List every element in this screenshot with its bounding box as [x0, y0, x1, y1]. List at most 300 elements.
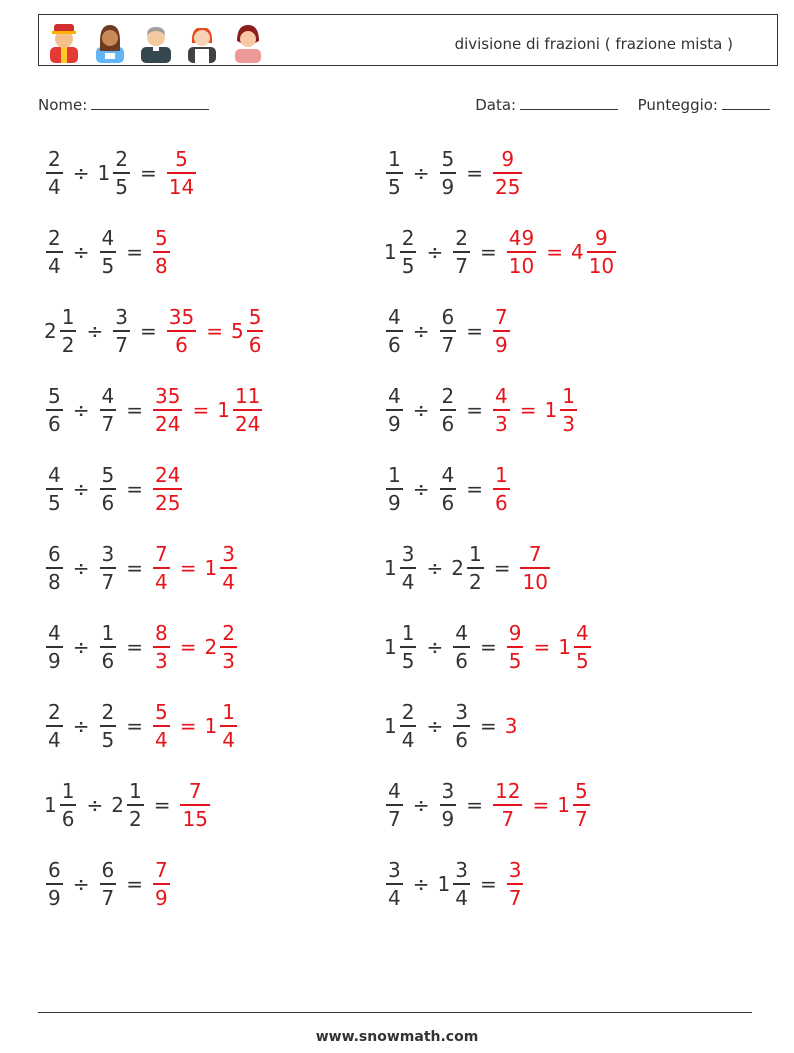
- equals-sign: =: [139, 161, 157, 185]
- answer-fraction: [153, 465, 182, 513]
- divisor-denominator: 6: [441, 411, 455, 436]
- nurse-avatar-icon: [91, 19, 129, 63]
- answer-whole: 4: [570, 240, 584, 264]
- answer: [151, 386, 264, 434]
- answer-denominator: 6: [175, 332, 188, 357]
- divisor-denominator: 9: [441, 174, 455, 199]
- divide-sign: ÷: [72, 240, 90, 264]
- dividend-denominator: 4: [48, 253, 61, 278]
- dividend-whole: 1: [384, 556, 397, 580]
- equals-sign: =: [153, 793, 171, 817]
- equals-sign: =: [466, 793, 483, 817]
- dividend-numerator: 2: [401, 226, 415, 251]
- answer-equals-sign: =: [533, 635, 551, 659]
- answer-denominator: 24: [155, 411, 181, 436]
- problem-item: [44, 454, 184, 524]
- problem-item: [44, 533, 239, 603]
- divisor-whole: 2: [451, 556, 464, 580]
- dividend-numerator: 2: [401, 700, 415, 725]
- dividend-denominator: 6: [61, 806, 75, 831]
- answer-fraction: [153, 544, 170, 592]
- answer-denominator: 10: [588, 253, 615, 278]
- answer: [151, 702, 239, 750]
- answer-numerator: 4: [575, 621, 589, 646]
- answer-denominator: 8: [155, 253, 168, 278]
- answer-denominator: 7: [508, 885, 522, 910]
- footer-divider: [38, 1012, 752, 1013]
- divisor-denominator: 2: [468, 569, 482, 594]
- answer-whole: 1: [544, 398, 558, 422]
- dividend-denominator: 9: [48, 885, 61, 910]
- answer-fraction: [493, 307, 510, 355]
- answer-fraction: [220, 702, 237, 750]
- answer-numerator: 3: [508, 858, 522, 883]
- divisor-fraction: [453, 228, 470, 276]
- divisor-numerator: 4: [441, 463, 455, 488]
- dividend-fraction: [46, 228, 63, 276]
- equals-sign: =: [479, 635, 497, 659]
- dividend-denominator: 4: [48, 174, 61, 199]
- divide-sign: ÷: [72, 477, 90, 501]
- name-blank: [91, 95, 209, 110]
- problem-item: [384, 138, 524, 208]
- divide-sign: ÷: [412, 319, 430, 343]
- divisor-numerator: 2: [101, 700, 115, 725]
- answer: [505, 623, 593, 671]
- dividend-numerator: 2: [48, 226, 61, 251]
- answer-equals-sign: =: [206, 319, 223, 343]
- name-field: [38, 95, 209, 114]
- divisor-numerator: 3: [455, 700, 468, 725]
- divisor-denominator: 6: [101, 648, 115, 673]
- equals-sign: =: [126, 714, 143, 738]
- divisor-whole: 1: [97, 161, 111, 185]
- divisor-denominator: 9: [441, 806, 455, 831]
- divide-sign: ÷: [426, 240, 444, 264]
- footer-url: www.snowmath.com: [315, 1029, 479, 1045]
- equals-sign: =: [479, 714, 497, 738]
- answer: [491, 307, 512, 355]
- answer-numerator: 1: [562, 384, 575, 409]
- problem-item: [44, 691, 239, 761]
- divide-sign: ÷: [412, 161, 430, 185]
- answer-fraction: [220, 623, 237, 671]
- answer-fraction: [153, 386, 182, 434]
- answer-equals-sign: =: [192, 398, 210, 422]
- divide-sign: ÷: [72, 872, 90, 896]
- problem-item: [384, 454, 512, 524]
- answer-denominator: 6: [495, 490, 508, 515]
- equals-sign: =: [479, 240, 497, 264]
- divisor-denominator: 6: [101, 490, 115, 515]
- dividend-denominator: 5: [48, 490, 61, 515]
- dividend-numerator: 1: [61, 305, 75, 330]
- problem-item: [384, 770, 592, 840]
- answer-fraction: [493, 781, 522, 829]
- answer-numerator: 3: [222, 542, 235, 567]
- answer: [518, 544, 551, 592]
- divisor-numerator: 1: [101, 621, 115, 646]
- dividend-fraction: [46, 544, 63, 592]
- answer-equals-sign: =: [179, 635, 197, 659]
- divide-sign: ÷: [72, 635, 90, 659]
- divisor-numerator: 6: [441, 305, 455, 330]
- answer: [165, 307, 266, 355]
- equals-sign: =: [126, 477, 143, 501]
- dividend-fraction: [386, 465, 403, 513]
- divide-sign: ÷: [72, 398, 90, 422]
- equals-sign: =: [126, 240, 143, 264]
- divide-sign: ÷: [412, 398, 430, 422]
- answer-numerator: 5: [175, 147, 188, 172]
- equals-sign: =: [126, 556, 143, 580]
- divisor-fraction: [453, 623, 470, 671]
- score-label: Punteggio:: [637, 96, 718, 114]
- divisor-fraction: [440, 307, 457, 355]
- answer-fraction: [220, 544, 237, 592]
- answer-numerator: 35: [155, 384, 181, 409]
- dividend-fraction: [400, 623, 417, 671]
- answer-equals-sign: =: [532, 793, 550, 817]
- divide-sign: ÷: [72, 556, 90, 580]
- dividend-numerator: 4: [388, 779, 401, 804]
- dividend-numerator: 1: [388, 463, 401, 488]
- divisor-fraction: [467, 544, 484, 592]
- dividend-denominator: 5: [401, 648, 415, 673]
- divisor-fraction: [100, 386, 117, 434]
- dividend-fraction: [46, 623, 63, 671]
- answer: [151, 544, 239, 592]
- divisor-numerator: 4: [101, 226, 115, 251]
- divisor-fraction: [440, 386, 457, 434]
- dividend-numerator: 1: [61, 779, 75, 804]
- answer: [491, 781, 592, 829]
- problem-item: [384, 217, 618, 287]
- answer-whole: 1: [557, 793, 570, 817]
- dividend-numerator: 1: [401, 621, 415, 646]
- dividend-whole: 2: [44, 319, 57, 343]
- answer-denominator: 5: [508, 648, 522, 673]
- answer-whole: 3: [504, 714, 518, 738]
- problem-item: [44, 138, 198, 208]
- dividend-whole: 1: [44, 793, 57, 817]
- answer: [491, 386, 579, 434]
- equals-sign: =: [493, 556, 511, 580]
- answer-equals-sign: =: [519, 398, 537, 422]
- answer-denominator: 4: [155, 569, 168, 594]
- answer-denominator: 4: [155, 727, 168, 752]
- dividend-fraction: [400, 544, 417, 592]
- dividend-numerator: 6: [48, 542, 61, 567]
- answer: [505, 714, 519, 738]
- answer-fraction: [180, 781, 209, 829]
- dividend-fraction: [400, 702, 417, 750]
- divisor-denominator: 7: [101, 411, 115, 436]
- answer-fraction: [153, 623, 170, 671]
- divisor-whole: 2: [111, 793, 124, 817]
- divisor-fraction: [100, 465, 117, 513]
- divisor-numerator: 5: [441, 147, 455, 172]
- answer-numerator: 9: [501, 147, 515, 172]
- dividend-fraction: [46, 702, 63, 750]
- answer-numerator: 7: [155, 542, 168, 567]
- answer: [151, 465, 184, 513]
- answer: [165, 149, 198, 197]
- dividend-fraction: [46, 465, 63, 513]
- equals-sign: =: [126, 398, 143, 422]
- answer-fraction: [587, 228, 616, 276]
- dividend-fraction: [60, 307, 77, 355]
- divisor-denominator: 7: [101, 569, 115, 594]
- problem-item: [44, 375, 264, 445]
- divide-sign: ÷: [426, 714, 444, 738]
- dividend-fraction: [386, 860, 403, 908]
- answer-numerator: 49: [508, 226, 535, 251]
- answer-fraction: [507, 228, 536, 276]
- dividend-fraction: [386, 781, 403, 829]
- divisor-numerator: 2: [441, 384, 455, 409]
- divisor-fraction: [453, 702, 470, 750]
- dividend-numerator: 4: [388, 384, 401, 409]
- answer-numerator: 7: [155, 858, 168, 883]
- answer-numerator: 12: [495, 779, 521, 804]
- divisor-denominator: 5: [115, 174, 128, 199]
- dividend-whole: 1: [384, 240, 397, 264]
- answer-fraction: [153, 228, 170, 276]
- divisor-numerator: 3: [115, 305, 128, 330]
- answer-fraction: [560, 386, 577, 434]
- divide-sign: ÷: [86, 793, 104, 817]
- answer: [491, 465, 512, 513]
- answer: [505, 228, 618, 276]
- answer-whole: 1: [558, 635, 571, 659]
- equals-sign: =: [466, 319, 483, 343]
- answer-numerator: 24: [155, 463, 181, 488]
- problem-item: [44, 296, 265, 366]
- answer: [151, 860, 172, 908]
- answer-fraction: [520, 544, 549, 592]
- answer-numerator: 5: [155, 226, 168, 251]
- dividend-denominator: 8: [48, 569, 61, 594]
- divisor-numerator: 3: [101, 542, 115, 567]
- answer-fraction: [153, 860, 170, 908]
- divisor-fraction: [440, 465, 457, 513]
- divisor-denominator: 6: [455, 727, 468, 752]
- problem-item: [384, 849, 525, 919]
- date-blank: [520, 95, 618, 110]
- date-label: Data:: [475, 96, 517, 114]
- worksheet-title: divisione di frazioni ( frazione mista ): [454, 35, 733, 53]
- answer-denominator: 15: [182, 806, 208, 831]
- answer-denominator: 9: [495, 332, 508, 357]
- divisor-denominator: 7: [441, 332, 455, 357]
- answer-fraction: [574, 623, 591, 671]
- dividend-numerator: 4: [48, 463, 61, 488]
- answer-denominator: 9: [155, 885, 168, 910]
- divide-sign: ÷: [86, 319, 104, 343]
- firefighter-avatar-icon: [45, 19, 83, 63]
- answer-fraction: [493, 465, 510, 513]
- answer-denominator: 3: [495, 411, 508, 436]
- answer-numerator: 9: [508, 621, 522, 646]
- woman-avatar-icon: [229, 19, 267, 63]
- divisor-fraction: [453, 860, 470, 908]
- problem-item: [384, 296, 512, 366]
- dividend-denominator: 9: [388, 490, 401, 515]
- answer-denominator: 7: [501, 806, 515, 831]
- divisor-denominator: 2: [128, 806, 142, 831]
- equals-sign: =: [126, 635, 143, 659]
- answer-numerator: 1: [222, 700, 235, 725]
- dividend-numerator: 2: [48, 147, 61, 172]
- divisor-fraction: [113, 149, 130, 197]
- answer-fraction: [247, 307, 264, 355]
- problem-item: [384, 375, 579, 445]
- dividend-numerator: 5: [48, 384, 61, 409]
- answer-equals-sign: =: [546, 240, 563, 264]
- equals-sign: =: [466, 477, 483, 501]
- answer-whole: 1: [204, 714, 218, 738]
- divisor-denominator: 4: [455, 885, 468, 910]
- answer-denominator: 3: [155, 648, 168, 673]
- answer-whole: 5: [230, 319, 244, 343]
- waitress-avatar-icon: [183, 19, 221, 63]
- divisor-numerator: 2: [455, 226, 468, 251]
- divisor-numerator: 4: [101, 384, 115, 409]
- answer-numerator: 9: [595, 226, 608, 251]
- answer-numerator: 5: [574, 779, 588, 804]
- answer-whole: 2: [204, 635, 218, 659]
- answer-denominator: 6: [248, 332, 262, 357]
- name-label: Nome:: [38, 96, 88, 114]
- dividend-numerator: 3: [388, 858, 401, 883]
- answer-numerator: 7: [528, 542, 542, 567]
- dividend-fraction: [400, 228, 417, 276]
- worksheet-header: [38, 14, 778, 66]
- answer: [505, 860, 526, 908]
- answer-denominator: 5: [575, 648, 589, 673]
- divisor-denominator: 6: [441, 490, 455, 515]
- dividend-fraction: [46, 149, 63, 197]
- answer-denominator: 3: [562, 411, 575, 436]
- equals-sign: =: [139, 319, 157, 343]
- divide-sign: ÷: [426, 556, 444, 580]
- answer: [151, 623, 239, 671]
- divisor-fraction: [100, 702, 117, 750]
- answer: [491, 149, 524, 197]
- dividend-denominator: 5: [401, 253, 415, 278]
- equals-sign: =: [466, 161, 483, 185]
- answer-fraction: [233, 386, 262, 434]
- divisor-denominator: 7: [101, 885, 115, 910]
- problem-item: [44, 612, 239, 682]
- dividend-numerator: 2: [48, 700, 61, 725]
- divide-sign: ÷: [412, 793, 430, 817]
- problem-item: [44, 849, 172, 919]
- divisor-fraction: [127, 781, 144, 829]
- divisor-denominator: 7: [455, 253, 468, 278]
- dividend-numerator: 3: [401, 542, 415, 567]
- answer: [151, 228, 172, 276]
- answer-denominator: 4: [222, 727, 235, 752]
- dividend-fraction: [60, 781, 77, 829]
- answer-denominator: 25: [155, 490, 181, 515]
- answer-denominator: 7: [574, 806, 588, 831]
- dividend-denominator: 4: [401, 569, 415, 594]
- answer: [178, 781, 211, 829]
- divisor-denominator: 6: [455, 648, 468, 673]
- dividend-denominator: 5: [388, 174, 401, 199]
- dividend-denominator: 7: [388, 806, 401, 831]
- divide-sign: ÷: [426, 635, 444, 659]
- divide-sign: ÷: [412, 477, 430, 501]
- priest-avatar-icon: [137, 19, 175, 63]
- date-score-fields: [475, 95, 770, 114]
- answer-fraction: [493, 386, 510, 434]
- dividend-numerator: 4: [48, 621, 61, 646]
- divisor-numerator: 3: [441, 779, 455, 804]
- problem-item: [384, 533, 552, 603]
- problem-item: [384, 612, 593, 682]
- equals-sign: =: [479, 872, 497, 896]
- divisor-fraction: [100, 544, 117, 592]
- answer-denominator: 14: [168, 174, 195, 199]
- answer-whole: 1: [204, 556, 218, 580]
- answer-fraction: [167, 307, 196, 355]
- answer-equals-sign: =: [179, 556, 197, 580]
- dividend-denominator: 4: [388, 885, 401, 910]
- problem-item: [384, 691, 518, 761]
- problem-item: [44, 770, 212, 840]
- divisor-fraction: [100, 228, 117, 276]
- dividend-denominator: 4: [401, 727, 415, 752]
- answer-numerator: 1: [495, 463, 508, 488]
- divisor-fraction: [440, 149, 457, 197]
- answer-denominator: 4: [222, 569, 235, 594]
- answer-numerator: 4: [495, 384, 508, 409]
- divide-sign: ÷: [412, 872, 430, 896]
- divisor-numerator: 1: [128, 779, 142, 804]
- problem-item: [44, 217, 172, 287]
- divisor-numerator: 1: [468, 542, 482, 567]
- answer-equals-sign: =: [179, 714, 197, 738]
- divisor-whole: 1: [437, 872, 451, 896]
- answer-denominator: 25: [495, 174, 521, 199]
- answer-numerator: 7: [495, 305, 508, 330]
- dividend-numerator: 4: [388, 305, 401, 330]
- dividend-denominator: 2: [61, 332, 75, 357]
- divisor-fraction: [100, 623, 117, 671]
- dividend-fraction: [46, 860, 63, 908]
- score-blank: [722, 95, 770, 110]
- divisor-fraction: [440, 781, 457, 829]
- answer-numerator: 5: [155, 700, 168, 725]
- answer-numerator: 35: [168, 305, 195, 330]
- answer-denominator: 10: [522, 569, 548, 594]
- answer-numerator: 2: [222, 621, 235, 646]
- divisor-denominator: 7: [115, 332, 128, 357]
- answer-fraction: [507, 623, 524, 671]
- dividend-denominator: 6: [48, 411, 61, 436]
- divisor-numerator: 4: [455, 621, 468, 646]
- divide-sign: ÷: [72, 714, 90, 738]
- dividend-denominator: 9: [48, 648, 61, 673]
- answer-denominator: 24: [234, 411, 261, 436]
- divisor-numerator: 5: [101, 463, 115, 488]
- dividend-whole: 1: [384, 635, 397, 659]
- dividend-whole: 1: [384, 714, 397, 738]
- answer-denominator: 3: [222, 648, 235, 673]
